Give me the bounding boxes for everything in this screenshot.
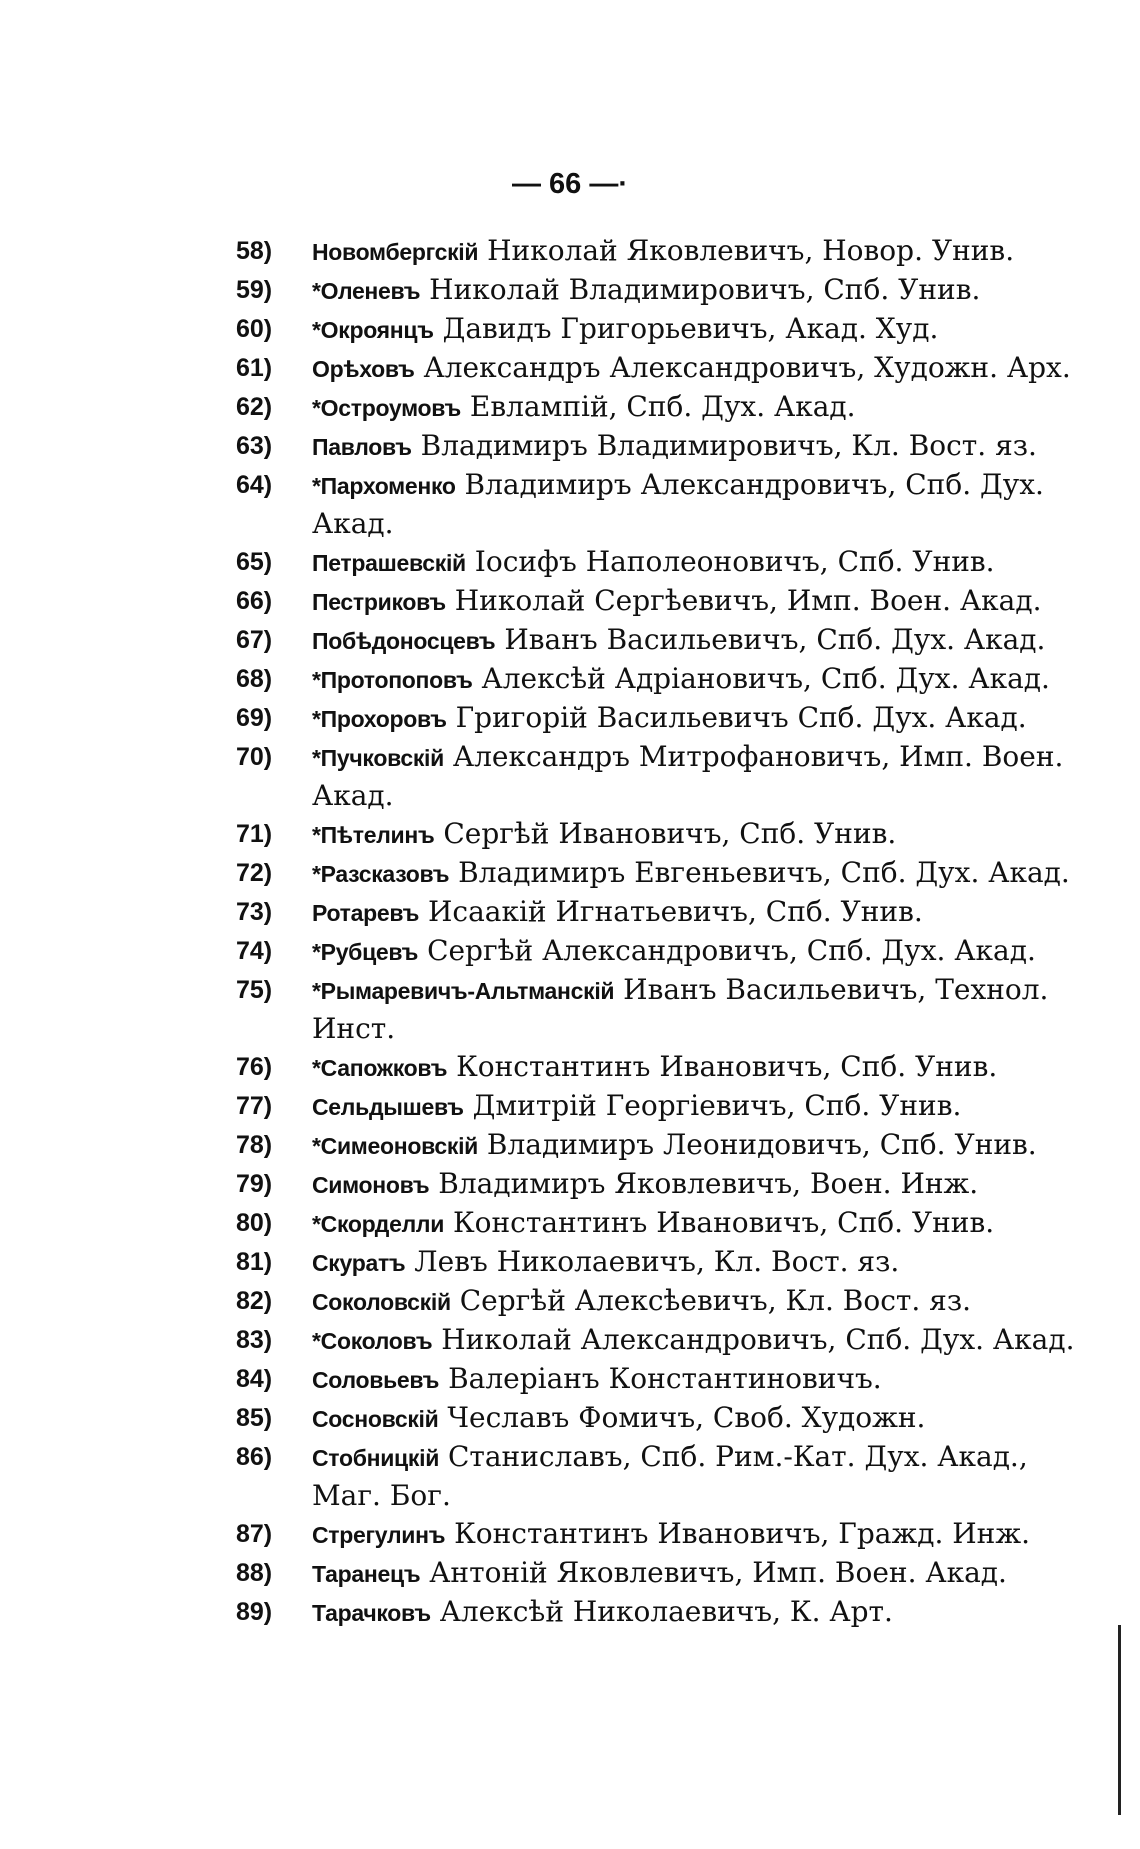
entry-details: Владимиръ Леонидовичъ, Спб. Унив. [486, 1128, 1037, 1161]
list-item [236, 582, 1086, 621]
entry-number: 74) [236, 937, 273, 965]
entry-continuation: Маг. Бог. [312, 1479, 451, 1512]
list-item [236, 388, 1086, 427]
entry-details: Владимиръ Евгеньевичъ, Спб. Дух. Акад. [458, 856, 1070, 889]
entry-details: Іосифъ Наполеоновичъ, Спб. Унив. [474, 545, 995, 578]
entry-number: 64) [236, 471, 273, 499]
list-item [236, 1360, 1086, 1399]
entry-surname: *Рымаревичъ-Альтманскій [312, 978, 615, 1004]
entry-surname: *Симеоновскій [312, 1133, 478, 1159]
list-item [236, 660, 1086, 699]
entry-number: 62) [236, 393, 273, 421]
entry-surname: Побѣдоносцевъ [312, 628, 496, 654]
entry-number: 63) [236, 432, 273, 460]
list-item [236, 427, 1086, 466]
entry-surname: *Протопоповъ [312, 667, 473, 693]
entry-surname: Ротаревъ [312, 900, 420, 926]
page-number: — 66 —· [511, 168, 629, 200]
entry-number: 82) [236, 1287, 273, 1315]
entry-surname: *Пархоменко [312, 473, 456, 499]
entry-number: 75) [236, 976, 273, 1004]
entry-number: 77) [236, 1092, 273, 1120]
entry-number: 80) [236, 1209, 273, 1237]
margin-mark [1118, 1625, 1121, 1815]
entry-surname: *Разсказовъ [312, 861, 450, 887]
entry-number: 70) [236, 743, 273, 771]
list-item [236, 1126, 1086, 1165]
list-item [236, 1438, 1086, 1515]
entry-details: Давидъ Григорьевичъ, Акад. Худ. [442, 312, 939, 345]
entry-surname: Таранецъ [312, 1561, 421, 1587]
entry-details: Николай Яковлевичъ, Новор. Унив. [487, 234, 1015, 267]
entry-surname: *Окроянцъ [312, 317, 434, 343]
list-item [236, 971, 1086, 1048]
entry-number: 79) [236, 1170, 273, 1198]
list-item [236, 621, 1086, 660]
list-item [236, 932, 1086, 971]
entry-surname: Сосновскій [312, 1406, 439, 1432]
entry-number: 68) [236, 665, 273, 693]
entry-surname: Симоновъ [312, 1172, 430, 1198]
entry-number: 88) [236, 1559, 273, 1587]
entry-surname: *Пѣтелинъ [312, 822, 435, 848]
entry-number: 73) [236, 898, 273, 926]
entry-number: 89) [236, 1598, 273, 1626]
entry-number: 84) [236, 1365, 273, 1393]
entry-surname: Тарачковъ [312, 1600, 431, 1626]
entry-surname: Новомбергскій [312, 239, 479, 265]
entry-surname: Скуратъ [312, 1250, 406, 1276]
list-item [236, 349, 1086, 388]
list-item [236, 1282, 1086, 1321]
entry-number: 65) [236, 548, 273, 576]
list-item [236, 1554, 1086, 1593]
entry-number: 66) [236, 587, 273, 615]
entry-number: 71) [236, 820, 273, 848]
entry-number: 78) [236, 1131, 273, 1159]
entry-surname: Соловьевъ [312, 1367, 440, 1393]
entry-number: 87) [236, 1520, 273, 1548]
entry-details: Евлампій, Спб. Дух. Акад. [469, 390, 856, 423]
list-item [236, 1321, 1086, 1360]
list-item [236, 232, 1086, 271]
entry-details: Николай Александровичъ, Спб. Дух. Акад. [441, 1323, 1075, 1356]
entry-surname: *Рубцевъ [312, 939, 419, 965]
entry-details: Алексѣй Николаевичъ, К. Арт. [439, 1595, 893, 1628]
list-item [236, 1593, 1086, 1632]
list-item [236, 1087, 1086, 1126]
entry-surname: *Оленевъ [312, 278, 421, 304]
entry-details: Левъ Николаевичъ, Кл. Вост. яз. [414, 1245, 900, 1278]
entry-details: Владимиръ Яковлевичъ, Воен. Инж. [438, 1167, 979, 1200]
list-item [236, 466, 1086, 543]
list-item [236, 854, 1086, 893]
entry-surname: Сельдышевъ [312, 1094, 464, 1120]
list-item [236, 893, 1086, 932]
entry-surname: *Прохоровъ [312, 706, 447, 732]
entry-surname: Стрегулинъ [312, 1522, 446, 1548]
entry-details: Николай Сергѣевичъ, Имп. Воен. Акад. [454, 584, 1042, 617]
list-item [236, 1165, 1086, 1204]
entry-number: 60) [236, 315, 273, 343]
list-item [236, 815, 1086, 854]
entry-surname: Стобницкій [312, 1445, 440, 1471]
entry-surname: *Пучковскій [312, 745, 444, 771]
list-item [236, 738, 1086, 815]
entry-number: 76) [236, 1053, 273, 1081]
list-item [236, 1399, 1086, 1438]
entry-details: Сергѣй Александровичъ, Спб. Дух. Акад. [427, 934, 1036, 967]
entry-details: Алексѣй Адріановичъ, Спб. Дух. Акад. [481, 662, 1050, 695]
list-item [236, 699, 1086, 738]
entry-surname: *Скорделли [312, 1211, 445, 1237]
entry-details: Константинъ Ивановичъ, Гражд. Инж. [454, 1517, 1030, 1550]
list-item [236, 310, 1086, 349]
list-item [236, 271, 1086, 310]
entry-details: Владимиръ Александровичъ, Спб. Дух. [464, 468, 1044, 501]
entry-number: 86) [236, 1443, 273, 1471]
entry-details: Антоній Яковлевичъ, Имп. Воен. Акад. [429, 1556, 1007, 1589]
entry-number: 81) [236, 1248, 273, 1276]
list-item [236, 1048, 1086, 1087]
entry-details: Александръ Александровичъ, Художн. Арх. [423, 351, 1071, 384]
entry-surname: *Сапожковъ [312, 1055, 448, 1081]
entry-number: 59) [236, 276, 273, 304]
entry-details: Сергѣй Алексѣевичъ, Кл. Вост. яз. [459, 1284, 972, 1317]
entry-number: 72) [236, 859, 273, 887]
entry-number: 61) [236, 354, 273, 382]
entry-details: Владимиръ Владимировичъ, Кл. Вост. яз. [420, 429, 1037, 462]
list-item [236, 1204, 1086, 1243]
list-item [236, 543, 1086, 582]
entry-details: Валеріанъ Константиновичъ. [448, 1362, 882, 1395]
entry-surname: *Остроумовъ [312, 395, 461, 421]
entry-details: Исаакій Игнатьевичъ, Спб. Унив. [427, 895, 923, 928]
entry-details: Николай Владимировичъ, Спб. Унив. [429, 273, 981, 306]
entry-details: Григорій Васильевичъ Спб. Дух. Акад. [455, 701, 1027, 734]
entry-continuation: Акад. [312, 779, 394, 812]
entry-list [236, 232, 1086, 1632]
entry-details: Константинъ Ивановичъ, Спб. Унив. [452, 1206, 995, 1239]
entry-surname: Пестриковъ [312, 589, 446, 615]
entry-number: 58) [236, 237, 273, 265]
entry-surname: Соколовскій [312, 1289, 451, 1315]
entry-continuation: Инст. [312, 1012, 396, 1045]
entry-details: Станиславъ, Спб. Рим.-Кат. Дух. Акад., [447, 1440, 1028, 1473]
entry-surname: *Соколовъ [312, 1328, 433, 1354]
entry-details: Дмитрій Георгіевичъ, Спб. Унив. [472, 1089, 962, 1122]
entry-details: Иванъ Васильевичъ, Спб. Дух. Акад. [504, 623, 1046, 656]
entry-surname: Петрашевскій [312, 550, 466, 576]
entry-number: 85) [236, 1404, 273, 1432]
list-item [236, 1243, 1086, 1282]
entry-continuation: Акад. [312, 507, 394, 540]
list-item [236, 1515, 1086, 1554]
entry-surname: Павловъ [312, 434, 412, 460]
entry-number: 67) [236, 626, 273, 654]
entry-details: Сергѣй Ивановичъ, Спб. Унив. [443, 817, 897, 850]
entry-details: Чеславъ Фомичъ, Своб. Художн. [447, 1401, 926, 1434]
entry-number: 83) [236, 1326, 273, 1354]
entry-details: Константинъ Ивановичъ, Спб. Унив. [456, 1050, 998, 1083]
entry-details: Иванъ Васильевичъ, Технол. [623, 973, 1049, 1006]
entry-surname: Орѣховъ [312, 356, 415, 382]
entry-details: Александръ Митрофановичъ, Имп. Воен. [452, 740, 1064, 773]
entry-number: 69) [236, 704, 273, 732]
